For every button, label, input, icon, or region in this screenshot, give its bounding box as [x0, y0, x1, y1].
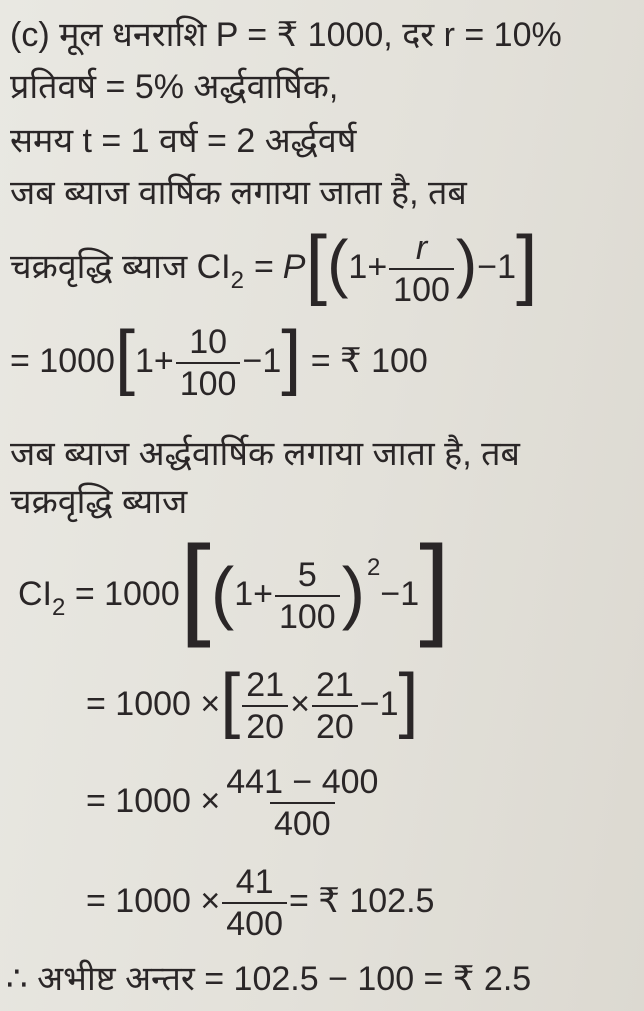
line-text: (c) मूल धनराशि P = ₹ 1000, दर r = 10% — [10, 16, 562, 54]
given-principal-rate — [10, 18, 562, 52]
fraction-10-100: $\frac{10}{100}$ — [176, 325, 241, 401]
ci-subscript: 2 — [52, 593, 66, 621]
ci-annual-result — [10, 317, 428, 403]
paren-open: ( — [210, 553, 235, 631]
big-bracket-close: ] — [419, 523, 451, 648]
exponent: 2 — [367, 553, 381, 581]
line-text: ∴ अभीष्ट अन्तर = 102.5 − 100 = ₹ 2.5 — [6, 960, 532, 998]
minus-one: −1 — [380, 574, 420, 613]
line-text: प्रतिवर्ष = 5% अर्द्धवार्षिक, — [10, 68, 339, 106]
times-sign: × — [290, 684, 310, 723]
ci-label-line — [10, 485, 187, 519]
ci-label: CI — [18, 574, 52, 613]
fraction-441-400: $\frac{441 - 400}{400}$ — [226, 763, 379, 843]
line-text: जब ब्याज अर्द्धवार्षिक लगाया जाता है, तब — [10, 435, 520, 473]
minus-one: −1 — [359, 684, 399, 723]
paren-open: ( — [327, 227, 349, 299]
fraction-41-400: $\frac{41}{400}$ — [222, 865, 287, 941]
one-plus: 1+ — [348, 247, 388, 286]
fraction-5-100: $\frac{5}{100}$ — [275, 558, 340, 634]
rate-half-yearly — [10, 70, 338, 104]
minus-one: −1 — [242, 341, 282, 380]
one-plus: 1+ — [134, 341, 174, 380]
line-text: चक्रवृद्धि ब्याज — [10, 483, 188, 521]
half-yearly-case-heading — [10, 437, 520, 471]
paren-close: ) — [341, 553, 366, 631]
ci-subscript: 2 — [230, 266, 244, 294]
bracket-close: ] — [281, 317, 302, 397]
step-subtract — [86, 765, 384, 841]
line-text: समय t = 1 वर्ष = 2 अर्द्धवर्ष — [10, 122, 357, 160]
multiplier: = 1000 × — [86, 781, 221, 820]
multiplier: = 1000 × — [86, 881, 221, 920]
multiplier: = 1000 — [74, 574, 180, 613]
step-final — [86, 865, 434, 941]
fraction-r-100: $\frac{r}{100}$ — [389, 231, 454, 307]
result-value: = ₹ 100 — [310, 341, 428, 380]
time-period — [10, 124, 356, 158]
bracket-close: ] — [398, 660, 419, 740]
big-bracket-open: [ — [305, 219, 328, 307]
fraction-21-20-b: $\frac{21}{20}$ — [312, 668, 358, 744]
ci-label: चक्रवृद्धि ब्याज CI — [10, 247, 231, 286]
line-text: जब ब्याज वार्षिक लगाया जाता है, तब — [10, 174, 467, 212]
multiplier: = 1000 — [10, 341, 115, 380]
paren-close: ) — [455, 227, 478, 299]
annual-case-heading — [10, 176, 467, 210]
step-multiply-fractions — [86, 660, 419, 746]
multiplier: = 1000 × — [86, 684, 221, 723]
big-bracket-open: [ — [179, 523, 211, 648]
bracket-open: [ — [220, 660, 241, 740]
fraction-21-20-a: $\frac{21}{20}$ — [242, 668, 288, 744]
formula-lhs: = P — [253, 247, 306, 286]
result-value: = ₹ 102.5 — [288, 881, 435, 920]
bracket-open: [ — [114, 317, 135, 397]
one-plus: 1+ — [234, 574, 273, 613]
big-bracket-close: ] — [515, 219, 538, 307]
ci-formula-annual — [10, 219, 538, 309]
required-difference — [6, 962, 531, 996]
ci-formula-half-yearly — [18, 523, 451, 652]
minus-one: −1 — [477, 247, 516, 286]
